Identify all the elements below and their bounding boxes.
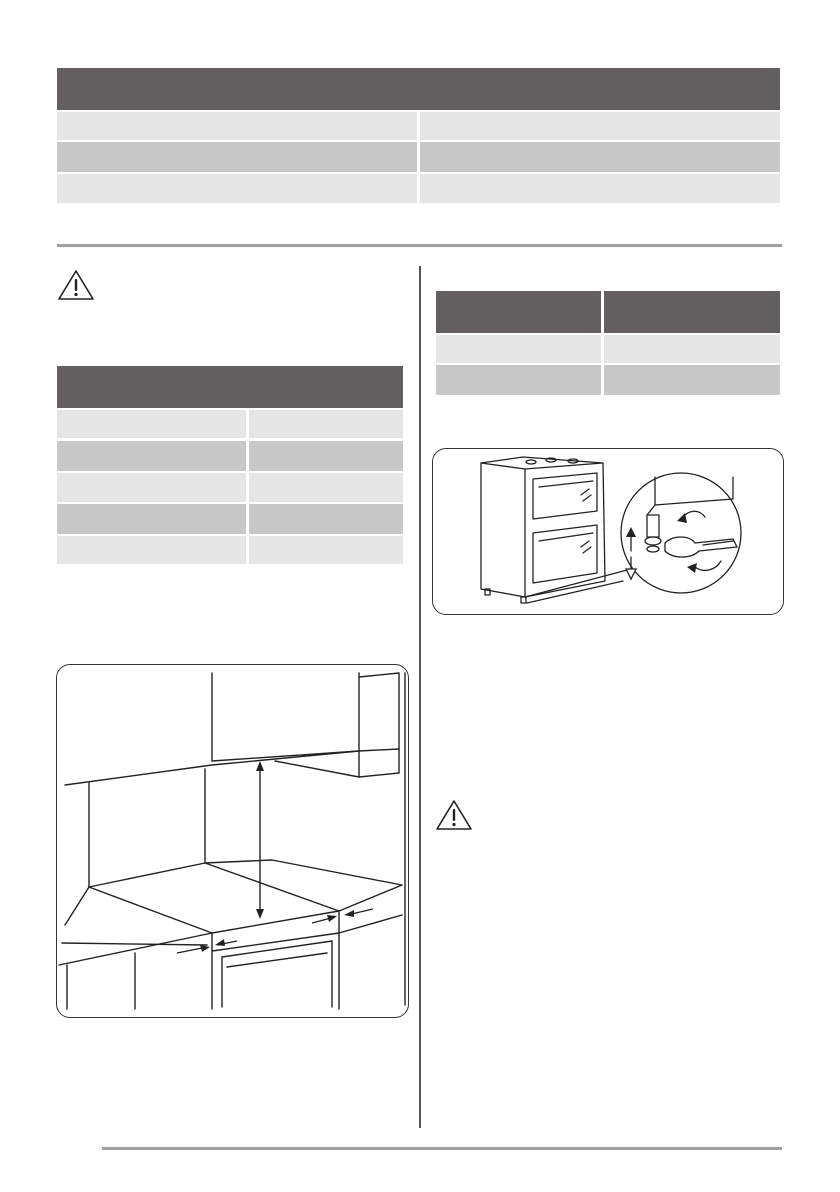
column-divider (419, 266, 421, 1128)
table-row (57, 410, 246, 438)
table-row (57, 142, 417, 172)
table-row (604, 335, 780, 363)
table-row (57, 504, 246, 534)
table-row (420, 142, 780, 172)
table-row (249, 473, 403, 502)
right-table-header (604, 291, 780, 333)
warning-triangle-icon (434, 798, 474, 832)
table-row (604, 365, 780, 395)
table-row (57, 112, 417, 140)
table-row (436, 335, 601, 363)
table-row (249, 410, 403, 438)
table-row (420, 174, 780, 203)
warning-triangle-icon (56, 268, 96, 302)
right-table-header (436, 291, 601, 333)
installation-clearance-illustration (56, 664, 409, 1018)
table-row (57, 473, 246, 502)
top-table-header (57, 68, 780, 110)
table-row (249, 536, 403, 564)
footer-rule (102, 1147, 782, 1150)
oven-levelling-illustration (432, 448, 784, 615)
table-row (249, 504, 403, 534)
table-row (57, 174, 417, 203)
left-table-header (57, 366, 403, 408)
table-row (420, 112, 780, 140)
section-divider (57, 244, 782, 247)
table-row (57, 536, 246, 564)
table-row (436, 365, 601, 395)
table-row (249, 441, 403, 471)
table-row (57, 441, 246, 471)
